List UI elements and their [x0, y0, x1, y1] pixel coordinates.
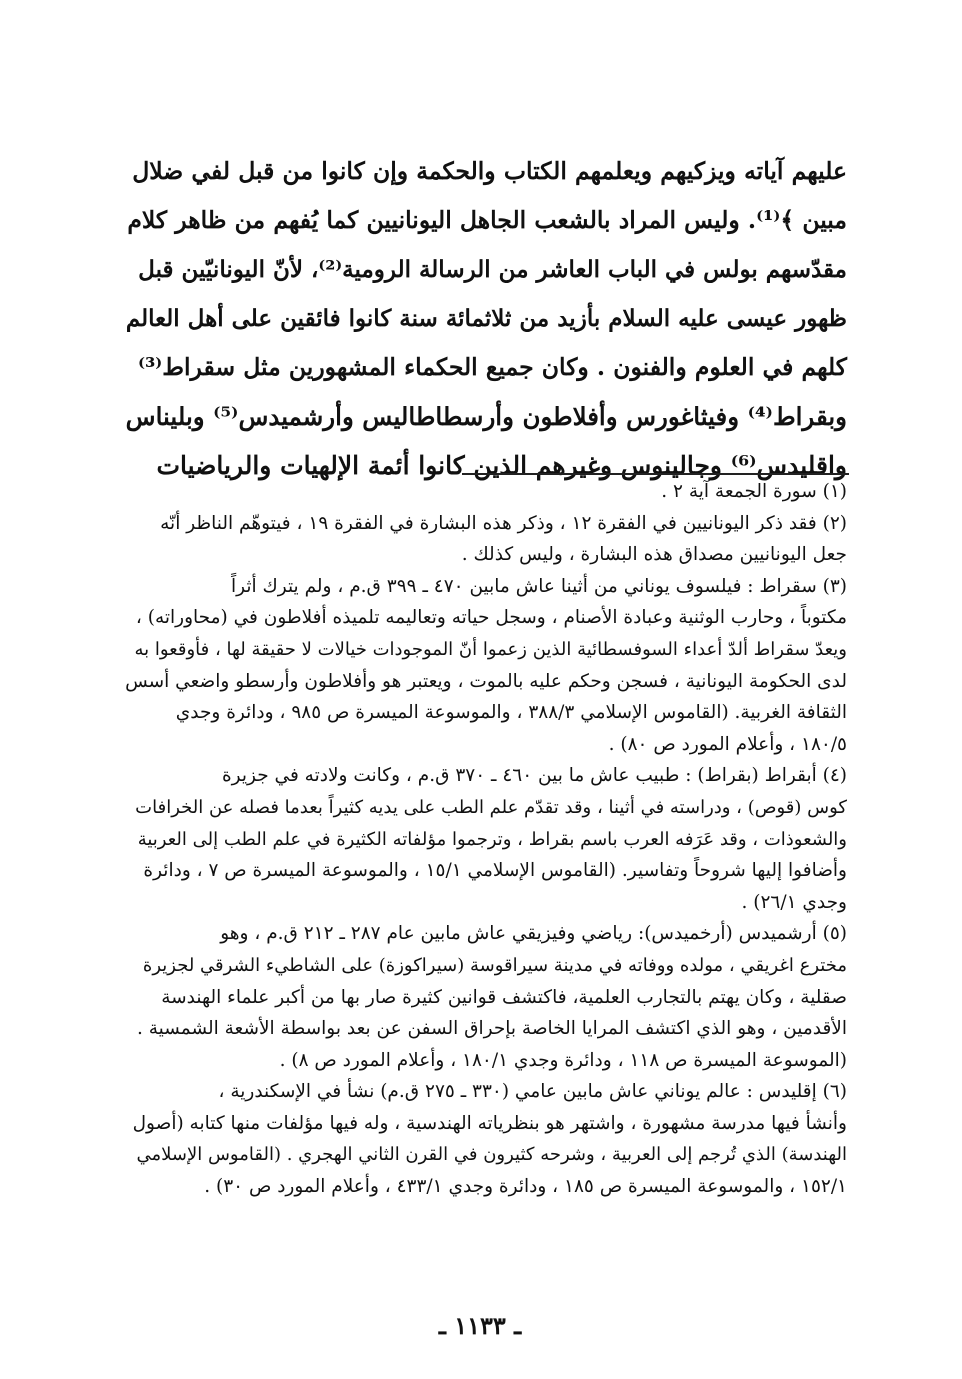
footnote-line: وأنشأ فيها مدرسة مشهورة ، واشتهر هو بنظرياته الهندسية ، وله فيها مؤلفات منها كتابه (أصول — [132, 1112, 847, 1134]
footnote-line: ١٥٢/١ ، والموسوعة الميسرة ص ١٨٥ ، ودائرة وجدي ٤٣٣/١ ، وأعلام المورد ص ٣٠) . — [204, 1176, 847, 1198]
body-line: مقدّسهم بولس في الباب العاشر من الرسالة الرومية⁽²⁾، لأنّ اليونانيّين قبل — [138, 256, 847, 283]
footnote-line: (١) سورة الجمعة آية ٢ . — [661, 481, 847, 502]
footnote-divider — [462, 473, 849, 475]
body-line: ظهور عيسى عليه السلام بأزيد من ثلاثمائة سنة كانوا فائقين على أهل العالم — [125, 305, 847, 332]
footnote-line: صقلية ، وكان يهتم بالتجارب العلمية، فاكتشف قوانين كثيرة صار بها من أكبر علماء الهندسة — [161, 986, 847, 1008]
footnotes — [125, 476, 847, 1203]
body-line: مبين ﴾⁽¹⁾. وليس المراد بالشعب الجاهل اليونانيين كما يُفهم من ظاهر كلام — [127, 206, 847, 234]
footnote-line: وأضافوا إليها شروحاً وتفاسير. (القاموس الإسلامي ١٥/١ ، والموسوعة الميسرة ص ٧ ، ودائرة — [143, 860, 847, 882]
body-line: واقليدس⁽⁶⁾ وجالينوس وغيرهم الذين كانوا أئمة الإلهيات والرياضيات — [156, 451, 847, 480]
footnote-line: (٣) سقراط : فيلسوف يوناني من أثينا عاش مابين ٤٧٠ ـ ٣٩٩ ق.م ، ولم يترك أثراً — [231, 575, 847, 597]
footnote-line: لدى الحكومة اليونانية ، فسجن وحكم عليه بالموت ، ويعتبر هو وأفلاطون وأرسطو واضعي أسس — [125, 670, 847, 692]
footnote-line: الهندسة) الذي تُرجم إلى العربية ، وشرحه كثيرون في القرن الثاني الهجري . (القاموس الإسلامي — [136, 1144, 847, 1166]
footnote-line: (٦) إقليدس : عالم يوناني عاش مابين عامي (٣٣٠ ـ ٢٧٥ ق.م) نشأ في الإسكندرية ، — [218, 1081, 847, 1103]
footnote-line: (٥) أرشميدس (أرخميدس): رياضي وفيزيقي عاش مابين عام ٢٨٧ ـ ٢١٢ ق.م ، وهو — [220, 923, 847, 945]
footnote-line: الثقافة الغربية. (القاموس الإسلامي ٣٨٨/٣ ، والموسوعة الميسرة ص ٩٨٥ ، ودائرة وجدي — [175, 702, 847, 724]
body-line: عليهم آياته ويزكيهم ويعلمهم الكتاب والحكمة وإن كانوا من قبل لفي ضلال — [132, 157, 847, 185]
footnote-line: جعل اليونانيين مصداق هذه البشارة ، وليس كذلك . — [461, 544, 847, 566]
footnote-line: ١٨٠/٥ ، وأعلام المورد ص ٨٠) . — [608, 733, 847, 755]
footnote-line: والشعوذات ، وقد عَرَفه العرب باسم بقراط ، وترجموا مؤلفاته الكثيرة في علم الطب إلى العربية — [137, 828, 847, 850]
footnote-line: مكتوباً ، وحارب الوثنية وعبادة الأصنام ، وسجل حياته وتعاليمه تلميذه أفلاطون في (محاوراته) ، — [135, 607, 847, 629]
footnote-line: مخترع اغريقي ، مولده ووفاته في مدينة سيراقوسة (سيراكوزة) على الشاطيء الشرقي لجزيرة — [142, 954, 847, 976]
footnote-line: (٤) أبقراط (بقراط) : طبيب عاش ما بين ٤٦٠ ـ ٣٧٠ ق.م ، وكانت ولادته في جزيرة — [221, 765, 847, 787]
main-text — [125, 147, 847, 490]
footnote-line: (الموسوعة الميسرة ص ١١٨ ، ودائرة وجدي ١٨٠/١ ، وأعلام المورد ص ٨) . — [279, 1049, 847, 1071]
footnote-line: الأقدمين ، وهو الذي اكتشف المرايا الخاصة بإحراق السفن عن بعد بواسطة الأشعة الشمسية . — [137, 1018, 847, 1040]
footnote-line: (٢) فقد ذكر اليونانيين في الفقرة ١٢ ، وذكر هذه البشارة في الفقرة ١٩ ، فيتوهّم الناظر أنّه — [160, 512, 847, 534]
footnote-line: ويعدّ سقراط ألدّ أعداء السوفسطائية الذين زعموا أنّ الموجودات خيالات لا حقيقة لها ، فأوقعوا به — [134, 638, 847, 660]
body-line: وبقراط⁽⁴⁾ وفيثاغورس وأفلاطون وأرسطاطاليس وأرشميدس⁽⁵⁾ وبليناس — [125, 402, 847, 431]
footnote-line: كوس (قوص) ، ودراسته في أثينا ، وقد تقدّم علم الطب على يديه كثيراً بعدما فصله عن الخرافات — [135, 796, 847, 818]
footnote-line: وجدي ٢٦/١) . — [741, 891, 847, 913]
page-number: ـ ١١٣٣ ـ — [438, 1311, 522, 1340]
body-line: كلهم في العلوم والفنون . وكان جميع الحكماء المشهورين مثل سقراط⁽³⁾ — [137, 353, 847, 381]
